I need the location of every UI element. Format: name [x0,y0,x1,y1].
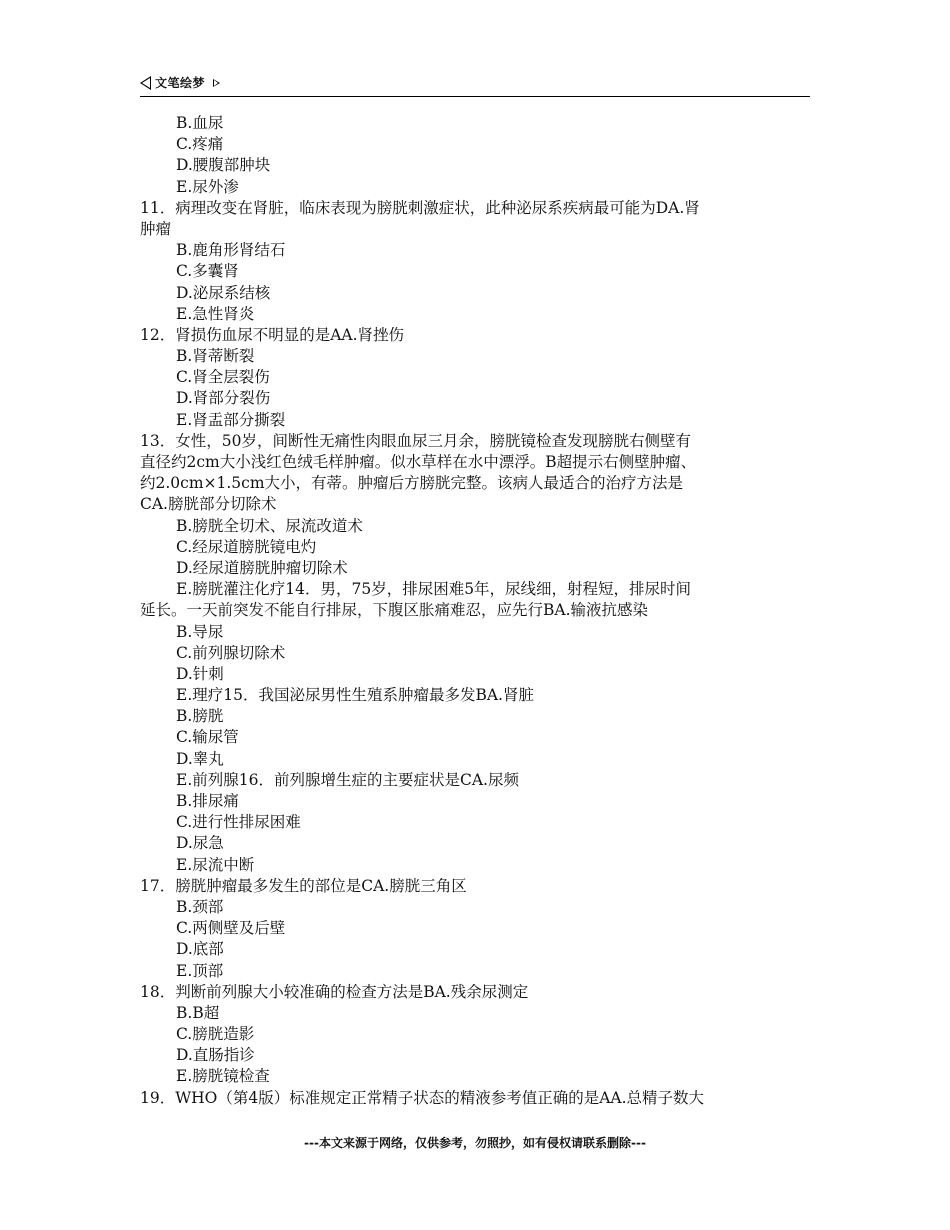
option-line: D.直肠指诊 [176,1046,255,1065]
question-line: 肿瘤 [140,219,172,238]
page-header [140,72,810,97]
option-line: D.腰腹部肿块 [176,156,271,175]
option-line: C.进行性排尿困难 [176,813,301,832]
option-line: B.膀胱 [176,707,224,726]
question-line: 19．WHO（第4版）标准规定正常精子状态的精液参考值正确的是AA.总精子数大 [140,1088,705,1107]
option-line: E.顶部 [176,961,224,980]
option-line: C.多囊肾 [176,262,239,281]
option-line: C.前列腺切除术 [176,643,286,662]
option-line: E.尿外渗 [176,177,239,196]
option-line: C.肾全层裂伤 [176,368,270,387]
option-line: B.血尿 [176,114,224,132]
question-line: 延长。一天前突发不能自行排尿，下腹区胀痛难忍，应先行BA.输液抗感染 [140,601,649,620]
option-line: C.疼痛 [176,135,224,154]
option-line: B.鹿角形肾结石 [176,241,286,260]
option-line: D.睾丸 [176,749,224,768]
option-line: E.膀胱灌注化疗14．男，75岁，排尿困难5年，尿线细，射程短，排尿时间 [176,580,692,599]
option-line: D.经尿道膀胱肿瘤切除术 [176,558,348,577]
question-line: 11．病理改变在肾脏，临床表现为膀胱刺激症状，此种泌尿系疾病最可能为DA.肾 [140,198,700,217]
option-line: C.经尿道膀胱镜电灼 [176,537,317,556]
question-line: 直径约2cm大小浅红色绒毛样肿瘤。似水草样在水中漂浮。B超提示右侧壁肿瘤、 [140,453,697,471]
option-line: B.颈部 [176,897,224,916]
option-line: B.B超 [176,1003,220,1022]
option-line: C.膀胱造影 [176,1025,255,1044]
option-line: E.前列腺16．前列腺增生症的主要症状是CA.尿频 [176,770,519,789]
question-line: CA.膀胱部分切除术 [140,495,277,514]
option-line: B.导尿 [176,622,224,641]
option-line: D.肾部分裂伤 [176,389,271,408]
triangle-left-icon [140,76,151,90]
brand [140,74,220,91]
option-line: C.两侧壁及后壁 [176,919,286,938]
option-line: E.理疗15．我国泌尿男性生殖系肿瘤最多发BA.肾脏 [176,686,534,705]
option-line: E.膀胱镜检查 [176,1067,270,1086]
page-footer: ---本文来源于网络，仅供参考，勿照抄，如有侵权请联系删除--- [304,1136,646,1150]
document-body [140,113,812,1109]
option-line: B.排尿痛 [176,792,239,810]
question-line: 12．肾损伤血尿不明显的是AA.肾挫伤 [140,325,405,344]
option-line: E.急性肾炎 [176,304,255,323]
option-line: D.尿急 [176,834,224,853]
option-line: B.肾蒂断裂 [176,347,255,366]
option-line: D.泌尿系结核 [176,283,271,302]
option-line: C.输尿管 [176,728,239,747]
question-line: 18．判断前列腺大小较准确的检查方法是BA.残余尿测定 [140,982,529,1001]
brand-title: 文笔绘梦 [155,76,206,90]
question-line: 13．女性，50岁，间断性无痛性肉眼血尿三月余，膀胱镜检查发现膀胱右侧壁有 [140,431,691,450]
option-line: E.尿流中断 [176,855,255,874]
question-line: 17．膀胱肿瘤最多发生的部位是CA.膀胱三角区 [140,876,467,895]
triangle-right-icon [213,79,220,87]
option-line: D.底部 [176,940,224,959]
question-line: 约2.0cm×1.5cm大小，有蒂。肿瘤后方膀胱完整。该病人最适合的治疗方法是 [140,474,684,493]
option-line: D.针刺 [176,664,224,683]
option-line: B.膀胱全切术、尿流改道术 [176,516,363,535]
option-line: E.肾盂部分撕裂 [176,410,286,429]
